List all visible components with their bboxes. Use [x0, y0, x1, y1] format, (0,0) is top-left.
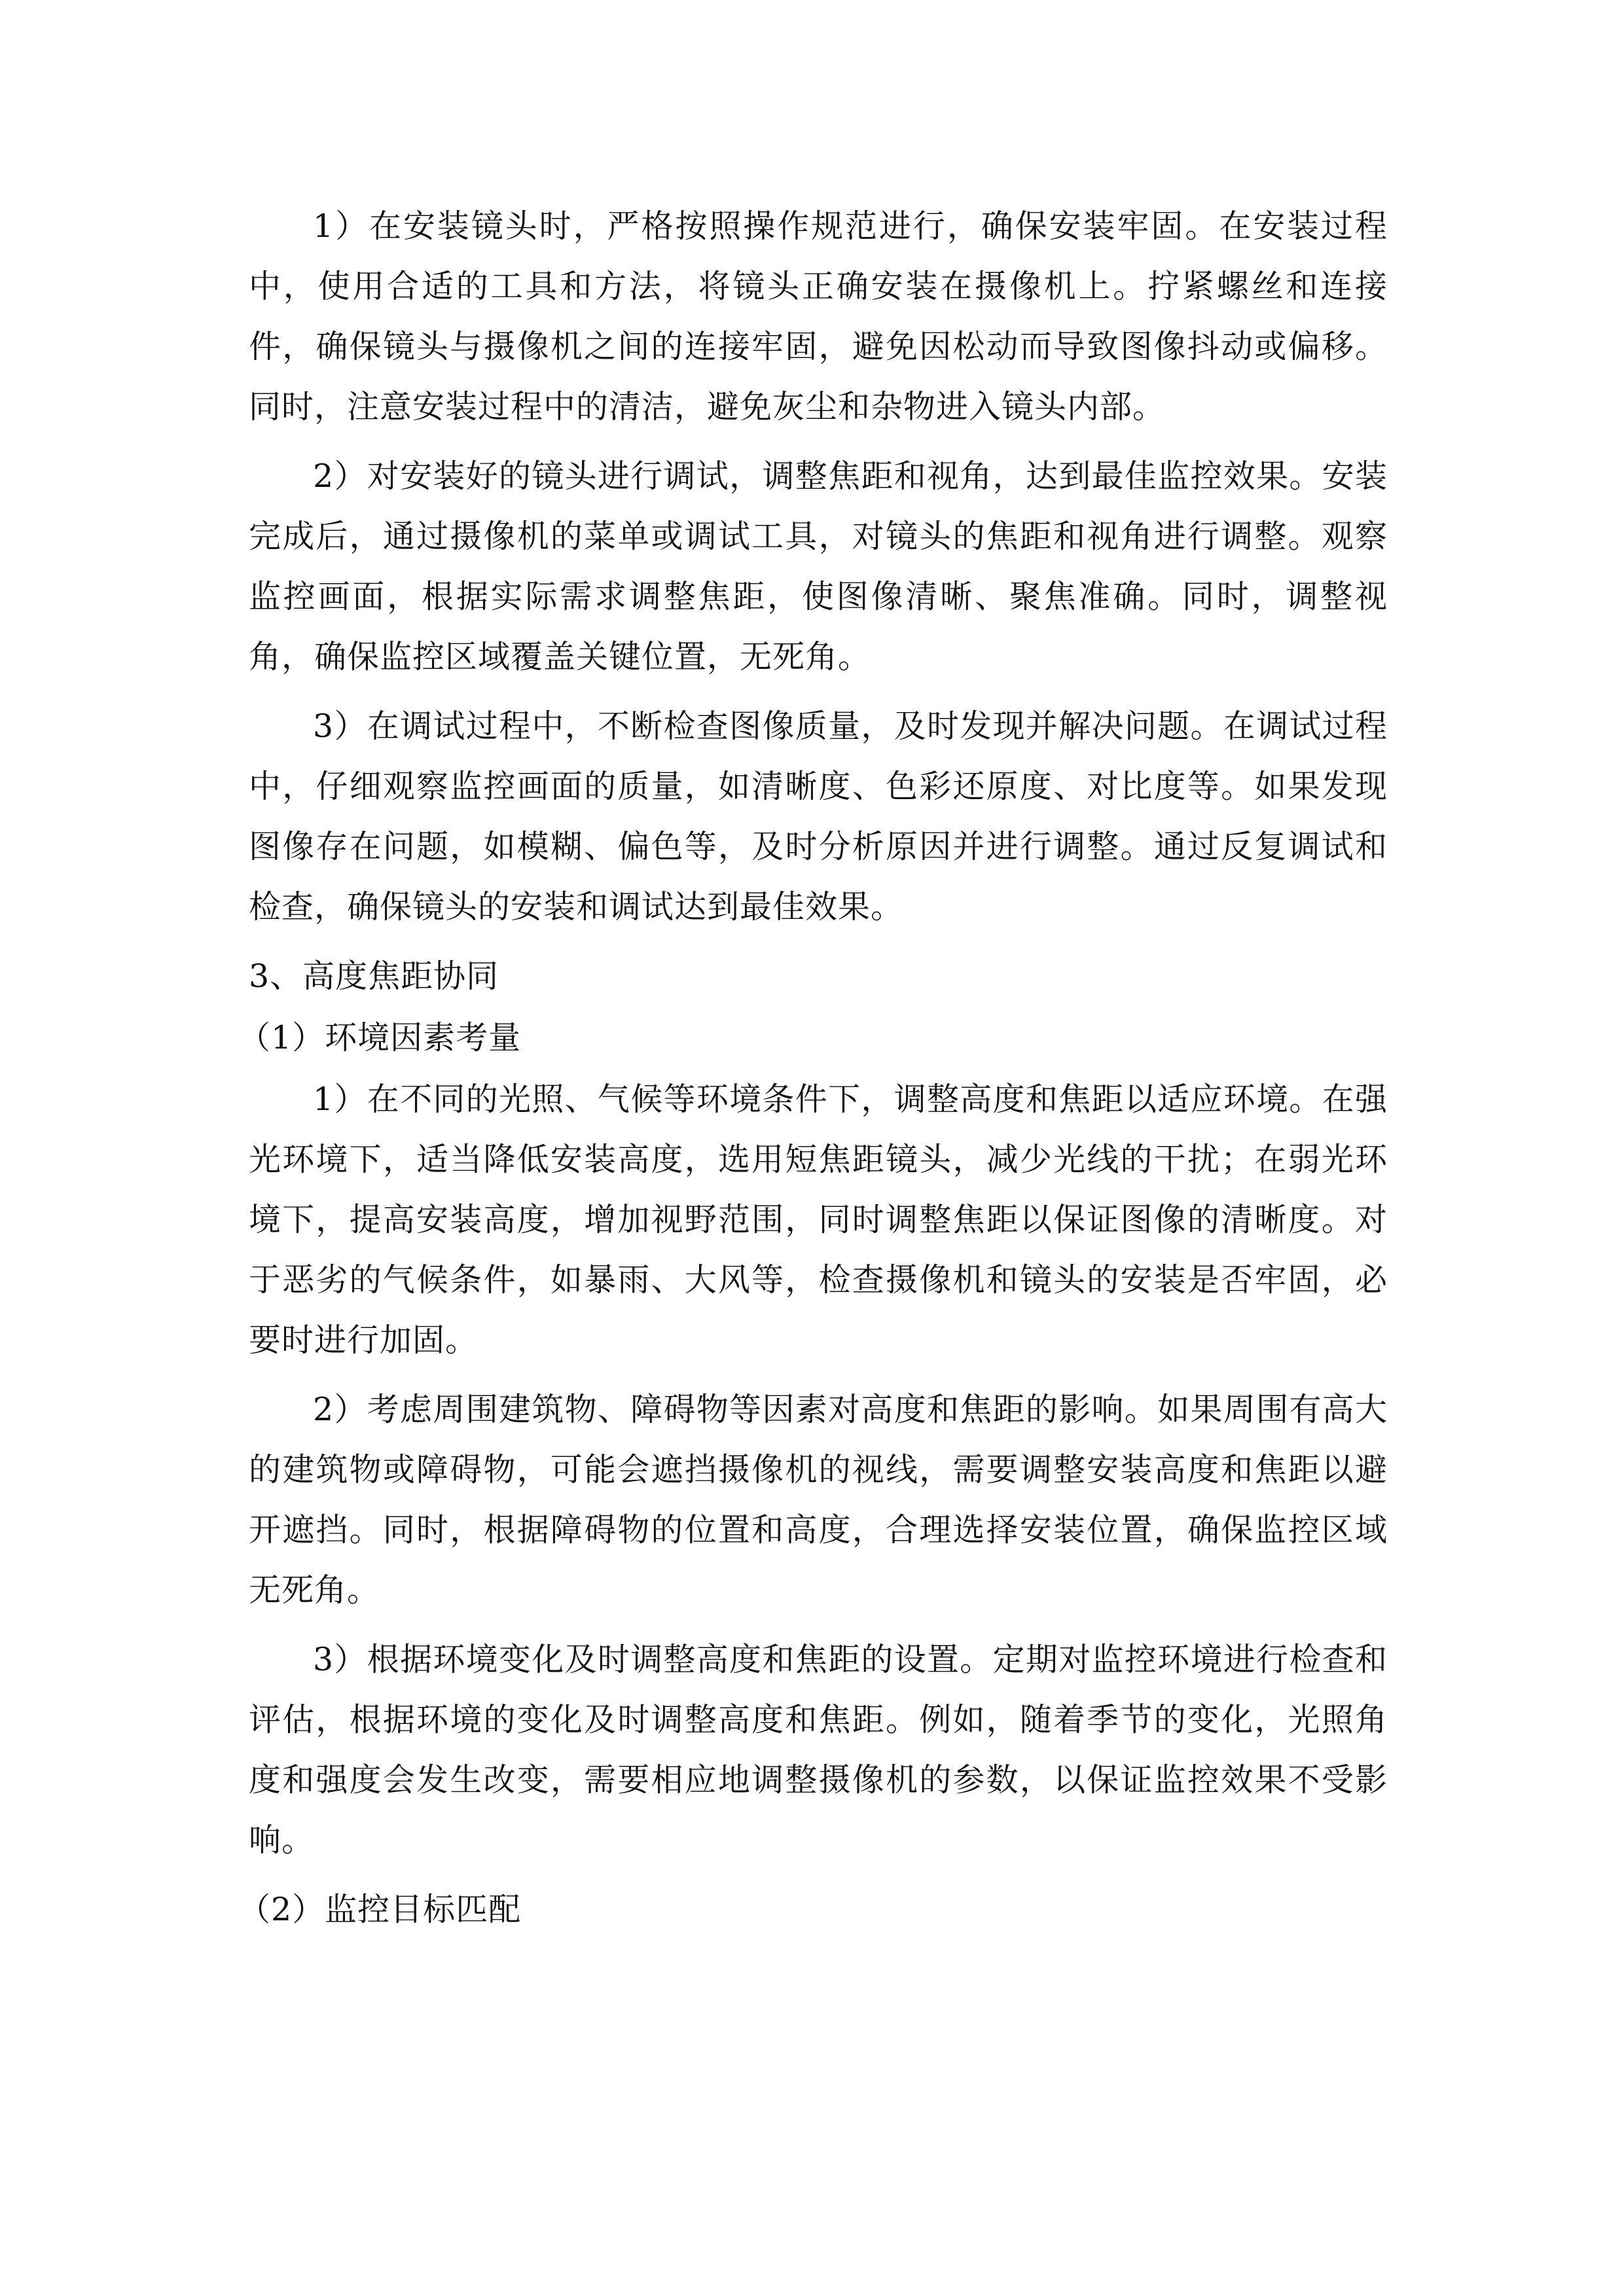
document-page	[238, 196, 1388, 1941]
subsection-heading-environment-factors: （1）环境因素考量	[238, 1019, 522, 1056]
paragraph-environment-changes: 3）根据环境变化及时调整高度和焦距的设置。定期对监控环境进行检查和评估，根据环境的变化及时调整高度和焦距。例如，随着季节的变化，光照角度和强度会发生改变，需要相应地调整摄像机的参数，以保证监控效果不受影响。	[249, 1641, 1388, 1859]
paragraph-lens-installation: 1）在安装镜头时，严格按照操作规范进行，确保安装牢固。在安装过程中，使用合适的工具和方法，将镜头正确安装在摄像机上。拧紧螺丝和连接件，确保镜头与摄像机之间的连接牢固，避免因松动而导致图像抖动或偏移。同时，注意安装过程中的清洁，避免灰尘和杂物进入镜头内部。	[249, 207, 1388, 425]
section-heading-height-focal-coordination: 3、高度焦距协同	[249, 958, 499, 995]
paragraph-image-quality-check: 3）在调试过程中，不断检查图像质量，及时发现并解决问题。在调试过程中，仔细观察监控画面的质量，如清晰度、色彩还原度、对比度等。如果发现图像存在问题，如模糊、偏色等，及时分析原因并进行调整。通过反复调试和检查，确保镜头的安装和调试达到最佳效果。	[249, 708, 1388, 925]
subsection-heading-target-matching: （2）监控目标匹配	[238, 1891, 522, 1928]
paragraph-lens-debugging: 2）对安装好的镜头进行调试，调整焦距和视角，达到最佳监控效果。安装完成后，通过摄像机的菜单或调试工具，对镜头的焦距和视角进行调整。观察监控画面，根据实际需求调整焦距，使图像清晰、聚焦准确。同时，调整视角，确保监控区域覆盖关键位置，无死角。	[249, 457, 1388, 675]
paragraph-lighting-weather: 1）在不同的光照、气候等环境条件下，调整高度和焦距以适应环境。在强光环境下，适当降低安装高度，选用短焦距镜头，减少光线的干扰；在弱光环境下，提高安装高度，增加视野范围，同时调整焦距以保证图像的清晰度。对于恶劣的气候条件，如暴雨、大风等，检查摄像机和镜头的安装是否牢固，必要时进行加固。	[249, 1081, 1388, 1359]
paragraph-buildings-obstacles: 2）考虑周围建筑物、障碍物等因素对高度和焦距的影响。如果周围有高大的建筑物或障碍物，可能会遮挡摄像机的视线，需要调整安装高度和焦距以避开遮挡。同时，根据障碍物的位置和高度，合理选择安装位置，确保监控区域无死角。	[249, 1391, 1388, 1609]
